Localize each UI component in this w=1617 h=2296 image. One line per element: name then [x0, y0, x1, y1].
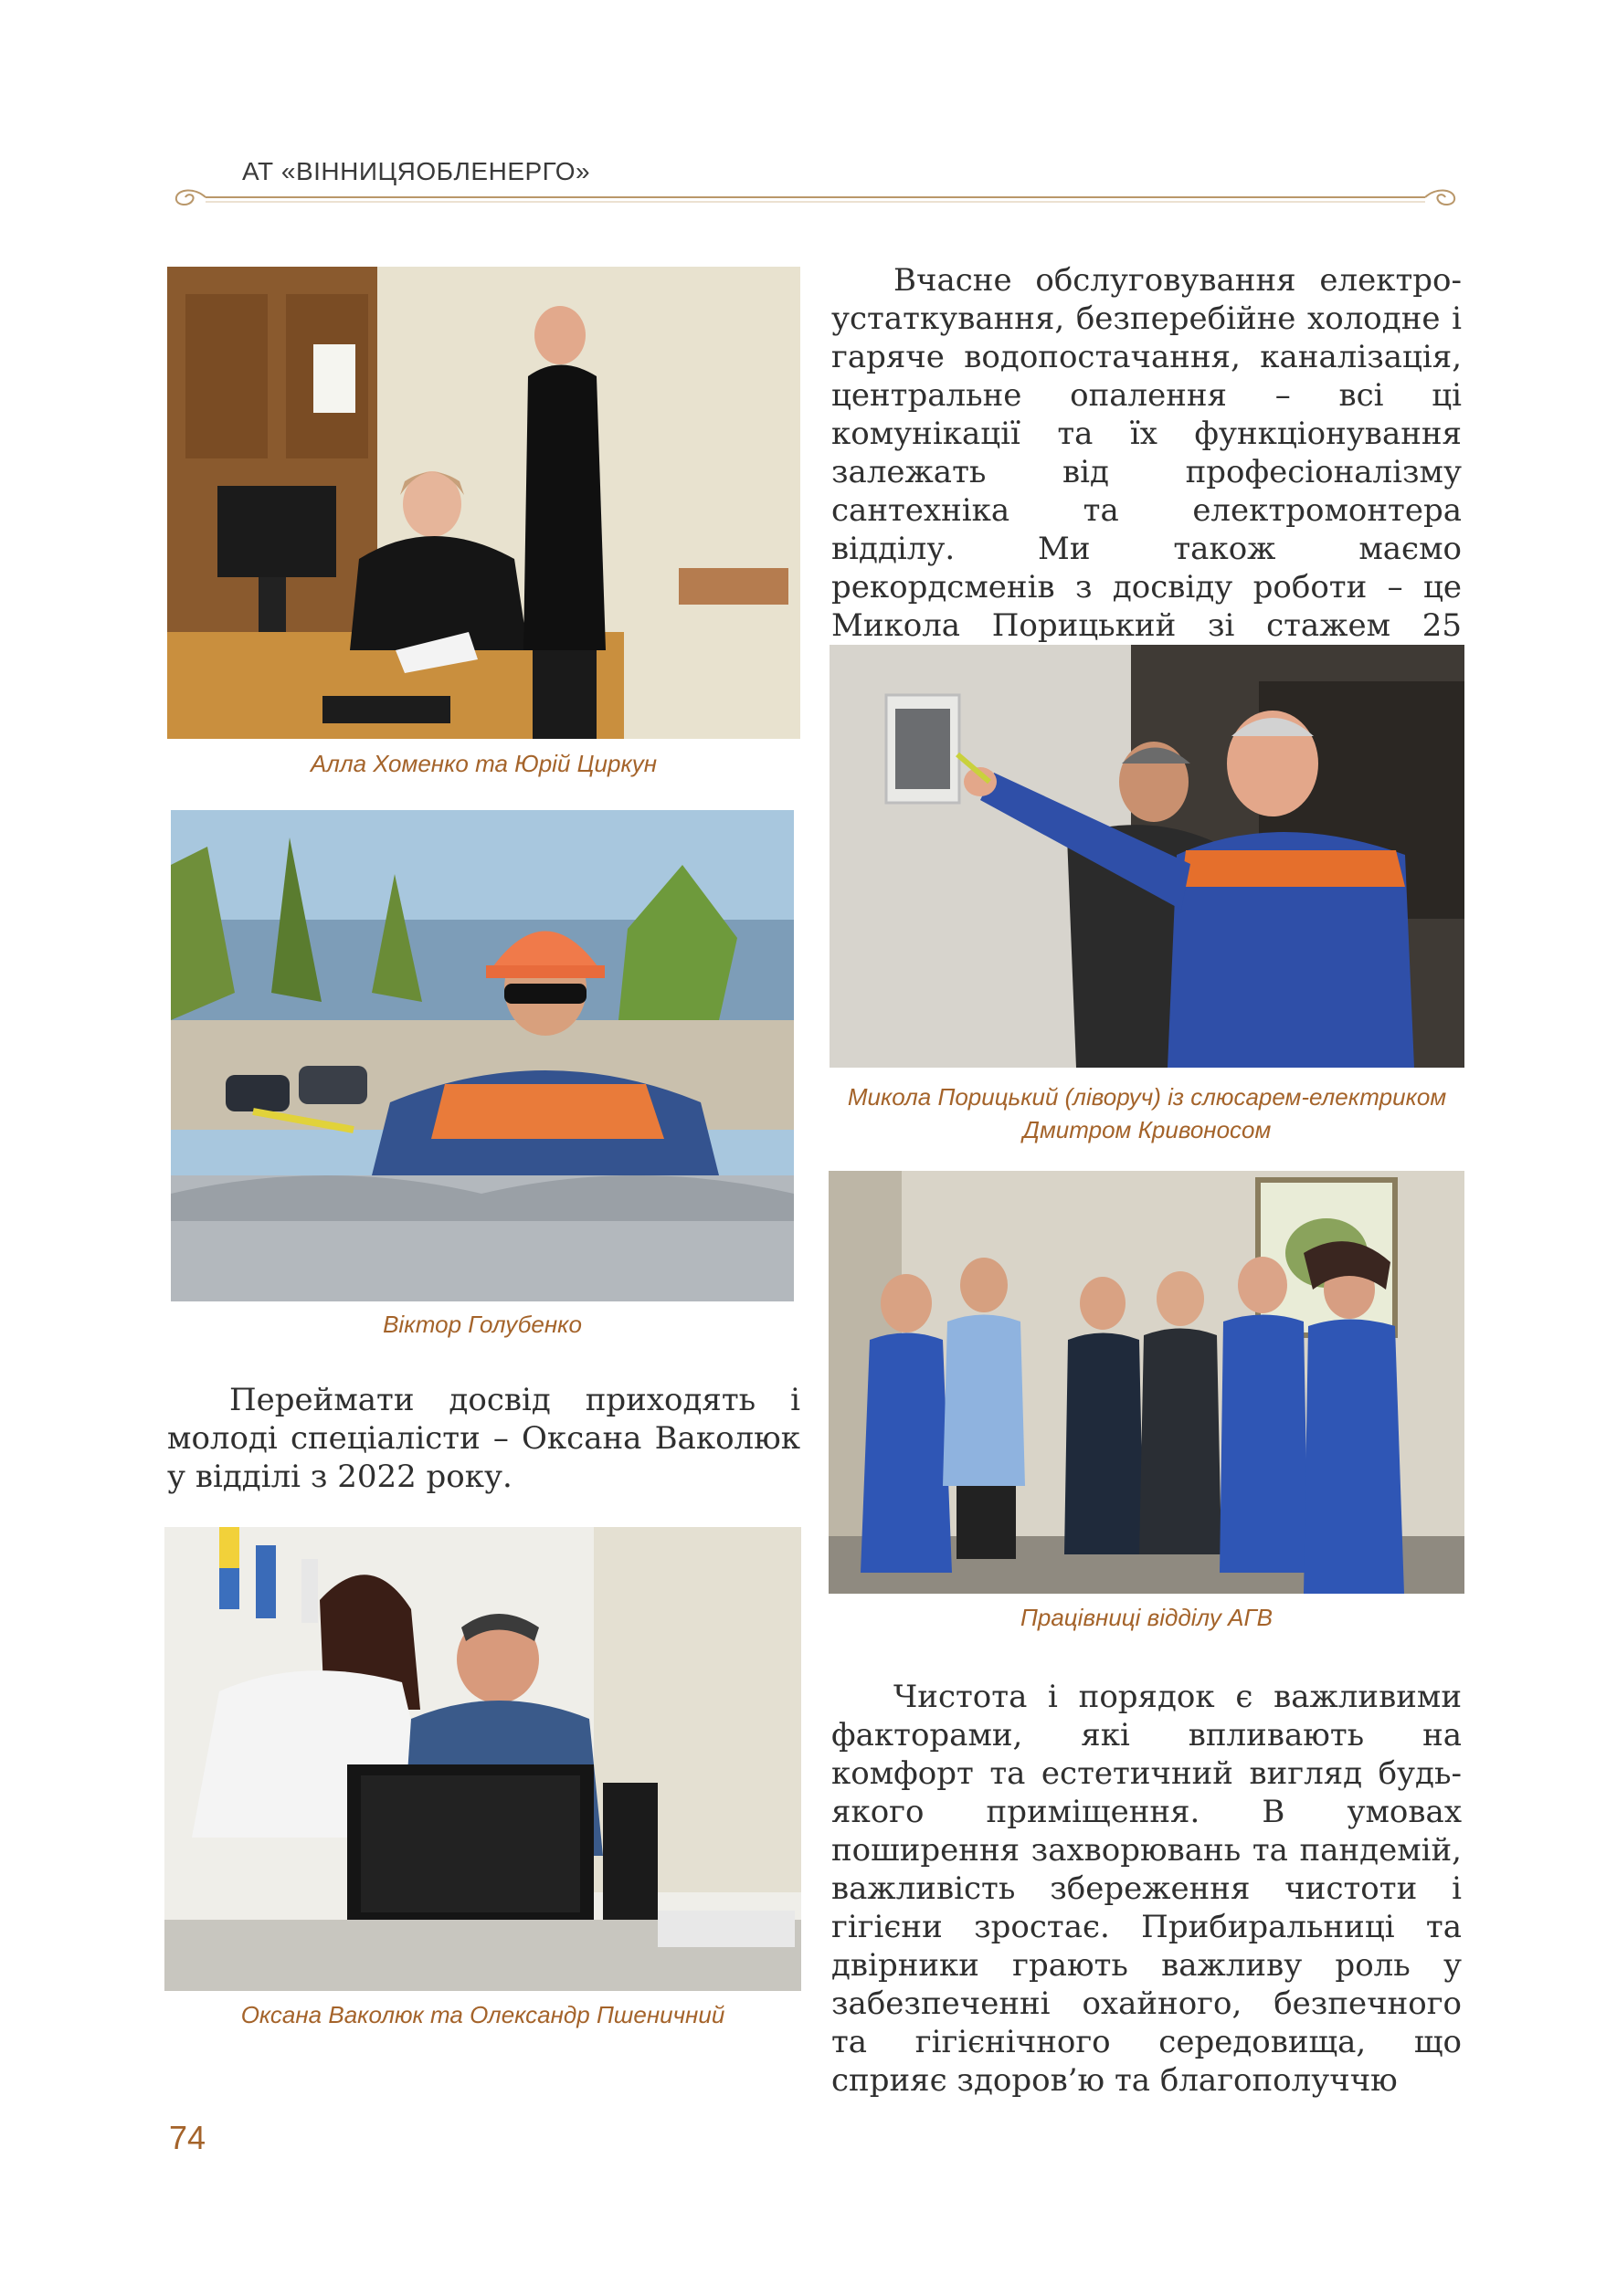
running-header-title: АТ «ВІННИЦЯОБЛЕНЕРГО» [242, 157, 591, 185]
paragraph-cleanliness [831, 1678, 1462, 2100]
paragraph-young-specialists [167, 1381, 800, 1496]
page-number: 74 [169, 2119, 206, 2156]
caption-photo-hardhat: Віктор Голубенко [383, 1311, 582, 1338]
paragraph-text: Чистота і порядок є важливими факторами, які впливають на комфорт та естетичний вигляд будь-якого приміщення. В умовах поширення захворювань та пандемій, важливість збереження чистоти і гігієни зростає. Прибиральниці та двірники грають важливу роль у забезпеченні охайного, безпечного та гігієнічного середовища, що сприяє здоров’ю та благополуччю [831, 1679, 1462, 2099]
paragraph-maintenance [831, 261, 1462, 683]
photo-agv-workers-group [829, 1171, 1464, 1594]
caption-photo-computer: Оксана Ваколюк та Олександр Пшеничний [240, 2001, 725, 2028]
header-ornament-rule [169, 185, 1462, 209]
caption-photo-panel-line2: Дмитром Кривоносом [1022, 1116, 1272, 1143]
photo-electrical-panel [830, 645, 1464, 1068]
caption-photo-panel-line1: Микола Порицький (ліворуч) із слюсарем-електриком [847, 1083, 1447, 1111]
paragraph-text: Переймати досвід приходять і молоді спеціалісти – Оксана Ваколюк у відділі з 2022 року. [167, 1382, 800, 1495]
photo-worker-hardhat [171, 810, 794, 1301]
caption-photo-agv-group: Працівниці відділу АГВ [1020, 1604, 1273, 1631]
photo-computer-desk [164, 1527, 801, 1991]
paragraph-text: Вчасне обслуговування електроустаткування, безперебійне холодне і гаряче водопостачання, каналізація, центральне опалення – всі ці комунікації та їх функціонування залежать від професіоналізму сантехніка та електромонтера відділу. Ми також маємо рекордсменів з досвіду роботи – це Микола Порицький зі стажем 25 [831, 262, 1462, 644]
caption-photo-office: Алла Хоменко та Юрій Циркун [310, 750, 658, 777]
photo-office-workers [167, 267, 800, 739]
